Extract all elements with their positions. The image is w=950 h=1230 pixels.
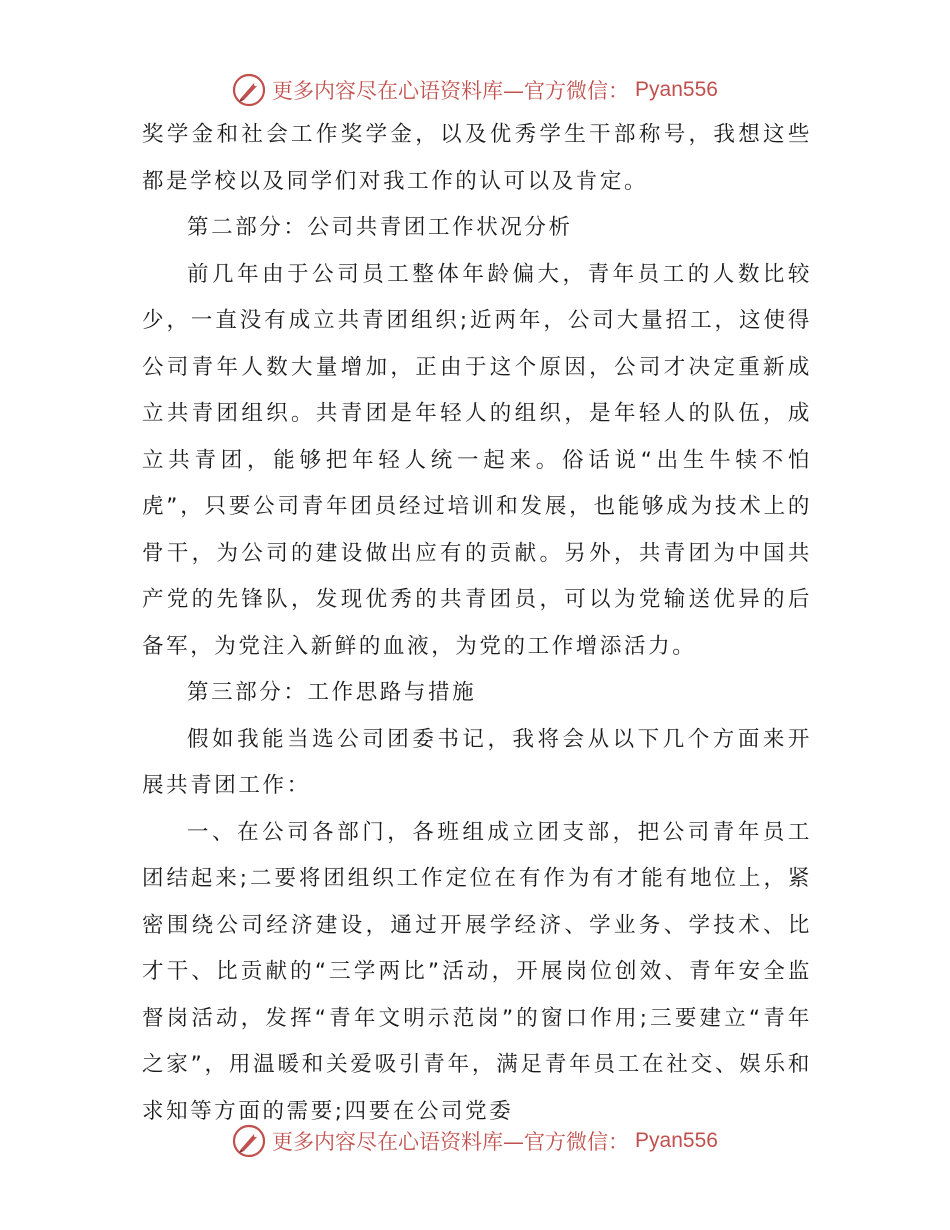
pen-logo-icon [232,73,266,107]
watermark-footer [0,1121,950,1161]
paragraph-intro-measures: 假如我能当选公司团委书记，我将会从以下几个方面来开展共青团工作： [142,726,812,798]
watermark-handle: Pyan556 [635,78,718,101]
section-heading-part-two: 第二部分：公司共青团工作状况分析 [187,215,573,240]
document-body [142,112,812,1135]
watermark-handle: Pyan556 [635,1129,718,1152]
paragraph-analysis: 前几年由于公司员工整体年龄偏大，青年员工的人数比较少，一直没有成立共青团组织;近两年，公司大量招工，这使得公司青年人数大量增加，正由于这个原因，公司才决定重新成立共青团组织。共青团是年轻人的组织，是年轻人的队伍，成立共青团，能够把年轻人统一起来。俗话说“出生牛犊不怕虎”，只要公司青年团员经过培训和发展，也能够成为技术上的骨干，为公司的建设做出应有的贡献。另外，共青团为中国共产党的先锋队，发现优秀的共青团员，可以为党输送优异的后备军，为党注入新鲜的血液，为党的工作增添活力。 [142,261,812,659]
paragraph-measures: 一、在公司各部门，各班组成立团支部，把公司青年员工团结起来;二要将团组织工作定位在有作为有才能有地位上，紧密围绕公司经济建设，通过开展学经济、学业务、学技术、比才干、比贡献的“三学两比”活动，开展岗位创效、青年安全监督岗活动，发挥“青年文明示范岗”的窗口作用;三要建立“青年之家”，用温暖和关爱吸引青年，满足青年员工在社交、娱乐和求知等方面的需要;四要在公司党委 [142,819,812,1124]
watermark-text: 更多内容尽在心语资料库—官方微信： [272,79,630,103]
pen-logo-icon [232,1124,266,1158]
paragraph-continuation: 奖学金和社会工作奖学金，以及优秀学生干部称号，我想这些都是学校以及同学们对我工作的认可以及肯定。 [142,122,812,194]
section-heading-part-three: 第三部分：工作思路与措施 [187,680,477,705]
watermark-header [0,70,950,110]
watermark-text: 更多内容尽在心语资料库—官方微信： [272,1130,630,1154]
